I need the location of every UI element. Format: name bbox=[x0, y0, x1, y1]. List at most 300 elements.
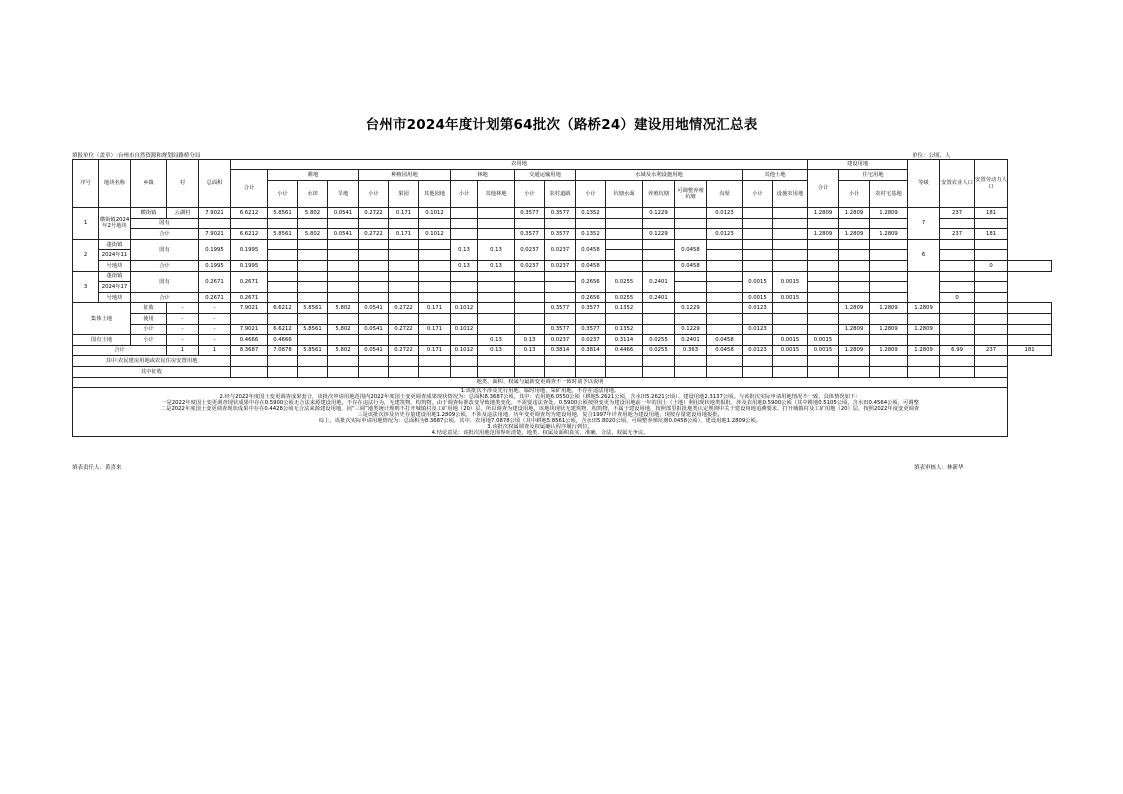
col-cons-subtotal: 合计 bbox=[808, 170, 839, 208]
table-cell: 7.9021 bbox=[199, 208, 231, 219]
plot3-seq: 3 bbox=[73, 271, 99, 303]
table-cell: 0.0541 bbox=[359, 324, 389, 335]
empty-cell bbox=[515, 282, 545, 293]
table-row bbox=[73, 218, 1052, 229]
table-cell: 181 bbox=[975, 208, 1008, 219]
table-cell: 0.13 bbox=[478, 260, 515, 271]
empty-cell bbox=[870, 271, 908, 282]
empty-cell bbox=[515, 324, 545, 335]
empty-cell bbox=[606, 260, 643, 271]
empty-cell bbox=[268, 292, 298, 303]
col-forest: 林地 bbox=[451, 170, 515, 181]
empty-cell bbox=[839, 239, 870, 250]
empty-cell bbox=[298, 313, 328, 324]
empty-cell bbox=[839, 271, 870, 282]
empty-cell bbox=[707, 324, 743, 335]
empty-cell bbox=[606, 208, 643, 219]
col-res-small: 小计 bbox=[839, 181, 870, 208]
empty-cell bbox=[675, 356, 707, 367]
col-rural-road: 农村道路 bbox=[545, 181, 576, 208]
table-cell: 1.2809 bbox=[839, 324, 870, 335]
table-cell: 0.0015 bbox=[773, 345, 808, 356]
empty-cell bbox=[389, 282, 419, 293]
empty-cell bbox=[940, 324, 975, 335]
empty-cell bbox=[478, 218, 515, 229]
empty-cell bbox=[231, 313, 268, 324]
table-cell: 0.171 bbox=[389, 229, 419, 240]
table-cell: 征收 bbox=[131, 303, 167, 314]
table-cell: 0.0458 bbox=[576, 239, 606, 260]
empty-cell bbox=[743, 239, 773, 250]
empty-cell bbox=[675, 271, 707, 282]
reviewer-signature: 填表审核人：林新华 bbox=[914, 465, 964, 471]
empty-cell bbox=[545, 292, 576, 303]
table-cell: - bbox=[167, 303, 199, 314]
empty-cell bbox=[359, 292, 389, 303]
table-cell: 0.0541 bbox=[328, 229, 359, 240]
empty-cell bbox=[975, 250, 1008, 261]
empty-cell bbox=[975, 218, 1008, 229]
col-grade: 等级 bbox=[908, 160, 940, 208]
col-township: 乡镇 bbox=[131, 160, 167, 208]
empty-cell bbox=[298, 250, 328, 261]
col-resettle-labor: 安置劳动力人口 bbox=[975, 160, 1008, 208]
table-cell: 0.0237 bbox=[515, 239, 545, 260]
table-cell: 合计 bbox=[131, 260, 199, 271]
table-cell: 0.0123 bbox=[743, 303, 773, 314]
table-cell: 181 bbox=[975, 229, 1008, 240]
notes-head: 地类、面积、权属与最新变更调查不一致时请予以说明 bbox=[73, 377, 1008, 387]
empty-cell bbox=[298, 366, 328, 377]
table-cell: 5.802 bbox=[298, 208, 328, 219]
table-cell: 0.4466 bbox=[606, 345, 643, 356]
table-cell: 0.0458 bbox=[675, 239, 707, 260]
col-seq: 序号 bbox=[73, 160, 99, 208]
plot1-grade: 7 bbox=[908, 208, 940, 240]
table-cell: 0.2671 bbox=[231, 292, 268, 303]
empty-cell bbox=[707, 292, 743, 303]
table-cell: 5.802 bbox=[328, 303, 359, 314]
table-cell: 0.0458 bbox=[576, 260, 606, 271]
empty-cell bbox=[643, 366, 675, 377]
empty-cell bbox=[515, 356, 545, 367]
col-construction-land: 建设用地 bbox=[808, 160, 908, 170]
empty-cell bbox=[451, 292, 478, 303]
empty-cell bbox=[268, 260, 298, 271]
empty-cell bbox=[870, 239, 908, 250]
table-cell: 号地块 bbox=[99, 260, 131, 271]
empty-cell bbox=[743, 366, 773, 377]
table-cell: 0.0255 bbox=[643, 345, 675, 356]
empty-cell bbox=[808, 324, 839, 335]
empty-cell bbox=[478, 303, 515, 314]
empty-cell bbox=[419, 271, 451, 282]
empty-cell bbox=[298, 292, 328, 303]
table-cell: 5.802 bbox=[328, 324, 359, 335]
empty-cell bbox=[328, 271, 359, 282]
table-cell: 1.2809 bbox=[870, 324, 908, 335]
table-cell: 0.0237 bbox=[515, 260, 545, 271]
table-cell: 0.1995 bbox=[231, 239, 268, 260]
empty-cell bbox=[940, 366, 975, 377]
empty-cell bbox=[773, 208, 808, 219]
table-cell: 1.2809 bbox=[908, 324, 940, 335]
col-plot-name: 地块名称 bbox=[99, 160, 131, 208]
empty-cell bbox=[1008, 324, 1052, 335]
table-cell: 5.8561 bbox=[298, 303, 328, 314]
empty-cell bbox=[515, 218, 545, 229]
note-5: 三是该批次涉及历史存量建设用地1.2809公顷，不涉及违法用地，历年变更调查均为建设用地，复合1997年详查用地为建设用地，现按存量建设用地报批。 bbox=[357, 412, 723, 419]
empty-cell bbox=[419, 250, 451, 261]
empty-cell bbox=[643, 260, 675, 271]
col-adjustable-pit: 可调整养殖坑塘 bbox=[675, 181, 707, 208]
empty-cell bbox=[675, 208, 707, 219]
col-agri-land: 农用地 bbox=[231, 160, 808, 170]
table-cell: 0.0015 bbox=[808, 345, 839, 356]
empty-cell bbox=[451, 218, 478, 229]
table-cell: 6.6212 bbox=[231, 229, 268, 240]
empty-cell bbox=[870, 292, 908, 303]
table-cell: 0.2722 bbox=[389, 324, 419, 335]
table-cell: 0.171 bbox=[389, 208, 419, 219]
table-cell: 0.0015 bbox=[743, 271, 773, 292]
empty-cell bbox=[773, 356, 808, 367]
empty-cell bbox=[199, 218, 231, 229]
empty-cell bbox=[707, 366, 743, 377]
empty-cell bbox=[839, 356, 870, 367]
empty-cell bbox=[975, 356, 1008, 367]
empty-cell bbox=[743, 218, 773, 229]
table-row bbox=[73, 239, 1052, 250]
total-label: 合计 bbox=[73, 345, 167, 356]
table-cell: 0.1995 bbox=[199, 260, 231, 271]
empty-cell bbox=[389, 239, 419, 250]
table-cell: 0.2722 bbox=[389, 345, 419, 356]
table-cell: - bbox=[199, 313, 231, 324]
empty-cell bbox=[419, 335, 451, 346]
empty-cell bbox=[515, 271, 545, 282]
empty-cell bbox=[545, 366, 576, 377]
table-cell: 0.0458 bbox=[675, 260, 707, 271]
empty-cell bbox=[908, 366, 940, 377]
empty-cell bbox=[298, 260, 328, 271]
table-cell: 0.0015 bbox=[743, 292, 773, 303]
empty-cell bbox=[419, 260, 451, 271]
table-cell: 237 bbox=[940, 229, 975, 240]
empty-cell bbox=[808, 366, 839, 377]
empty-cell bbox=[643, 218, 675, 229]
table-cell: 7.0878 bbox=[268, 345, 298, 356]
empty-cell bbox=[451, 356, 478, 367]
note-6: 综上，该批次实际申请用地情况为：总面积为8.3687公顷，其中，农用地7.0878公顷（其中耕地5.8561公顷，含水田5.8020公顷，可调整养殖坑塘0.0458公顷）、建设用地1.2809公顷。 bbox=[318, 418, 762, 425]
empty-cell bbox=[773, 303, 808, 314]
table-cell: 国有 bbox=[131, 271, 199, 292]
empty-cell bbox=[419, 356, 451, 367]
table-cell: 0.0255 bbox=[606, 271, 643, 292]
table-cell: 0.3577 bbox=[545, 208, 576, 219]
col-other-land: 其他土地 bbox=[743, 170, 808, 181]
empty-cell bbox=[231, 218, 268, 229]
table-cell: 0 bbox=[940, 292, 975, 303]
table-cell: 0.0237 bbox=[545, 335, 576, 346]
empty-cell bbox=[940, 271, 975, 282]
table-cell: 0.1012 bbox=[451, 345, 478, 356]
empty-cell bbox=[606, 356, 643, 367]
empty-cell bbox=[675, 282, 707, 293]
col-transport: 交通运输用地 bbox=[515, 170, 576, 181]
col-ditch: 沟渠 bbox=[707, 181, 743, 208]
empty-cell bbox=[451, 208, 478, 219]
table-cell: 0.3577 bbox=[515, 208, 545, 219]
empty-cell bbox=[545, 282, 576, 293]
empty-cell bbox=[478, 292, 515, 303]
empty-cell bbox=[707, 239, 743, 250]
empty-cell bbox=[328, 335, 359, 346]
col-fruit: 果园 bbox=[389, 181, 419, 208]
empty-cell bbox=[328, 239, 359, 250]
col-resettle-agri: 安置农业人口 bbox=[940, 160, 975, 208]
table-cell: 0.2401 bbox=[675, 335, 707, 346]
table-cell: 0.2401 bbox=[643, 292, 675, 303]
empty-cell bbox=[515, 313, 545, 324]
empty-cell bbox=[839, 260, 870, 271]
empty-cell bbox=[707, 313, 743, 324]
table-row bbox=[73, 208, 1052, 219]
subrow-farmer-housing: 其中:农民建房用地或农民住房安置用地 bbox=[73, 356, 231, 367]
empty-cell bbox=[643, 313, 675, 324]
empty-cell bbox=[359, 218, 389, 229]
table-cell: 0.0123 bbox=[707, 208, 743, 219]
empty-cell bbox=[268, 239, 298, 250]
empty-cell bbox=[707, 218, 743, 229]
col-facility: 设施农用地 bbox=[773, 181, 808, 208]
col-village: 村 bbox=[167, 160, 199, 208]
empty-cell bbox=[359, 282, 389, 293]
empty-cell bbox=[773, 260, 808, 271]
empty-cell bbox=[940, 282, 975, 293]
empty-cell bbox=[773, 313, 808, 324]
table-cell: 0.1352 bbox=[576, 229, 606, 240]
table-cell: 237 bbox=[940, 208, 975, 219]
empty-cell bbox=[643, 250, 675, 261]
empty-cell bbox=[1008, 303, 1052, 314]
table-cell: 0.0123 bbox=[743, 324, 773, 335]
empty-cell bbox=[940, 250, 975, 261]
empty-cell bbox=[389, 271, 419, 282]
empty-cell bbox=[773, 250, 808, 261]
table-cell: 6.6212 bbox=[231, 208, 268, 219]
col-orchard: 种植园用地 bbox=[359, 170, 451, 181]
empty-cell bbox=[268, 282, 298, 293]
note-4: 二是2022年度国土变更调查现状成果中存在0.4428公顷无合法来源建设用地，因“三调”地类统计规则不打开城镇村及工矿用地（20）层，所以调查为建设用地，该地块现状无建筑物、构筑物，不属于建设用地，按照部里报批地类认定规则中关于建设用地追溯要求，打开城镇村及工矿用地（20）层，按照2022年度变更调查 bbox=[160, 406, 920, 413]
empty-cell bbox=[545, 313, 576, 324]
notes-body bbox=[73, 387, 1008, 437]
empty-cell bbox=[808, 282, 839, 293]
table-cell: 0.0015 bbox=[773, 335, 808, 346]
empty-cell bbox=[707, 250, 743, 261]
empty-cell bbox=[478, 282, 515, 293]
empty-cell bbox=[870, 250, 908, 261]
table-cell: 0.4666 bbox=[268, 335, 298, 346]
table-cell: 0.13 bbox=[515, 335, 545, 346]
table-cell: - bbox=[199, 324, 231, 335]
table-cell: 2024年17 bbox=[99, 282, 131, 293]
empty-cell bbox=[328, 260, 359, 271]
empty-cell bbox=[478, 271, 515, 282]
empty-cell bbox=[940, 356, 975, 367]
table-cell: 0.2656 bbox=[576, 271, 606, 292]
table-cell: 1.2809 bbox=[870, 208, 908, 219]
empty-cell bbox=[359, 335, 389, 346]
empty-cell bbox=[298, 282, 328, 293]
empty-cell bbox=[478, 208, 515, 219]
empty-cell bbox=[975, 239, 1008, 250]
page-title: 台州市2024年度计划第64批次（路桥24）建设用地情况汇总表 bbox=[365, 117, 758, 133]
notes-body-row bbox=[73, 387, 1052, 437]
empty-cell bbox=[908, 313, 940, 324]
empty-cell bbox=[389, 292, 419, 303]
col-total-area: 总面积 bbox=[199, 160, 231, 208]
empty-cell bbox=[975, 282, 1008, 293]
table-cell: 0.0015 bbox=[773, 292, 808, 303]
empty-cell bbox=[359, 239, 389, 250]
header-row-1 bbox=[73, 160, 1052, 170]
table-cell: 0.0458 bbox=[707, 345, 743, 356]
empty-cell bbox=[389, 260, 419, 271]
empty-cell bbox=[389, 335, 419, 346]
empty-cell bbox=[839, 366, 870, 377]
empty-cell bbox=[743, 335, 773, 346]
empty-cell bbox=[389, 218, 419, 229]
table-cell: 0.1229 bbox=[643, 208, 675, 219]
empty-cell bbox=[940, 313, 975, 324]
empty-cell bbox=[328, 313, 359, 324]
table-cell: 5.802 bbox=[298, 229, 328, 240]
empty-cell bbox=[675, 229, 707, 240]
col-agri-subtotal: 合计 bbox=[231, 170, 268, 208]
empty-cell bbox=[298, 218, 328, 229]
empty-cell bbox=[359, 250, 389, 261]
empty-cell bbox=[1008, 335, 1052, 346]
table-cell: 6.6212 bbox=[268, 324, 298, 335]
table-row-total bbox=[73, 345, 1052, 356]
table-cell: 0.0541 bbox=[359, 345, 389, 356]
table-cell: 0.2671 bbox=[199, 292, 231, 303]
table-row bbox=[73, 335, 1052, 346]
empty-cell bbox=[268, 366, 298, 377]
empty-cell bbox=[908, 335, 940, 346]
empty-cell bbox=[451, 335, 478, 346]
land-summary-table bbox=[72, 159, 1052, 437]
table-cell: 6.6212 bbox=[268, 303, 298, 314]
empty-cell bbox=[328, 218, 359, 229]
table-cell: 0.3577 bbox=[545, 303, 576, 314]
table-cell: 1 bbox=[199, 345, 231, 356]
empty-cell bbox=[419, 292, 451, 303]
note-1: 1.该批次不涉及先行用地、临时用地、采矿用地，不存在违法用地。 bbox=[460, 387, 620, 394]
empty-cell bbox=[839, 313, 870, 324]
empty-cell bbox=[515, 292, 545, 303]
empty-cell bbox=[576, 356, 606, 367]
table-cell: 0.1012 bbox=[419, 229, 451, 240]
empty-cell bbox=[643, 239, 675, 250]
table-cell: 0.0237 bbox=[545, 239, 576, 260]
table-cell: 0.2401 bbox=[643, 271, 675, 292]
empty-cell bbox=[773, 218, 808, 229]
table-cell: 0.171 bbox=[419, 324, 451, 335]
table-cell: 0.4666 bbox=[231, 335, 268, 346]
empty-cell bbox=[359, 260, 389, 271]
empty-cell bbox=[268, 271, 298, 282]
table-cell: 0.0123 bbox=[707, 229, 743, 240]
empty-cell bbox=[975, 303, 1008, 314]
empty-cell bbox=[606, 218, 643, 229]
table-cell: 0.1352 bbox=[606, 303, 643, 314]
table-cell: - bbox=[199, 303, 231, 314]
table-cell: - bbox=[199, 335, 231, 346]
empty-cell bbox=[268, 218, 298, 229]
empty-cell bbox=[675, 366, 707, 377]
table-cell: 1.2809 bbox=[839, 208, 870, 219]
table-row bbox=[73, 366, 1052, 377]
empty-cell bbox=[975, 324, 1008, 335]
empty-cell bbox=[478, 356, 515, 367]
empty-cell bbox=[870, 218, 908, 229]
empty-cell bbox=[643, 324, 675, 335]
empty-cell bbox=[940, 239, 975, 250]
empty-cell bbox=[419, 282, 451, 293]
empty-cell bbox=[419, 218, 451, 229]
empty-cell bbox=[478, 366, 515, 377]
empty-cell bbox=[743, 313, 773, 324]
empty-cell bbox=[359, 271, 389, 282]
table-cell: - bbox=[167, 324, 199, 335]
table-cell: 0.1229 bbox=[675, 303, 707, 314]
plot1-name: 横街镇2024年2号地块 bbox=[99, 208, 131, 240]
empty-cell bbox=[808, 356, 839, 367]
notes-head-row bbox=[73, 377, 1052, 387]
empty-cell bbox=[808, 260, 839, 271]
empty-cell bbox=[940, 303, 975, 314]
col-residential: 住宅用地 bbox=[839, 170, 908, 181]
empty-cell bbox=[298, 335, 328, 346]
note-7: 3.该批次权属调查及权属确认程序履行到位。 bbox=[487, 424, 593, 431]
table-cell: 5.8561 bbox=[298, 345, 328, 356]
table-cell: - bbox=[167, 313, 199, 324]
table-cell: 0.1012 bbox=[451, 324, 478, 335]
table-cell: 1.2809 bbox=[870, 345, 908, 356]
table-cell: 0.1995 bbox=[231, 260, 268, 271]
col-orch-small: 小计 bbox=[359, 181, 389, 208]
table-cell: 0.2722 bbox=[359, 229, 389, 240]
table-cell: 1.2809 bbox=[839, 229, 870, 240]
table-cell: 蓬街镇 bbox=[99, 239, 131, 250]
empty-cell bbox=[675, 313, 707, 324]
empty-cell bbox=[839, 292, 870, 303]
empty-cell bbox=[478, 229, 515, 240]
plot1-village: 云湖村 bbox=[167, 208, 199, 219]
table-cell: 0.1012 bbox=[419, 208, 451, 219]
empty-cell bbox=[808, 239, 839, 250]
empty-cell bbox=[870, 260, 908, 271]
table-cell: 6.99 bbox=[940, 345, 975, 356]
table-cell: 0.171 bbox=[419, 303, 451, 314]
table-cell: 0.1352 bbox=[576, 208, 606, 219]
table-cell: 0.3577 bbox=[545, 324, 576, 335]
empty-cell bbox=[808, 218, 839, 229]
plot1-seq: 1 bbox=[73, 208, 99, 240]
table-cell: 0.13 bbox=[451, 239, 478, 260]
